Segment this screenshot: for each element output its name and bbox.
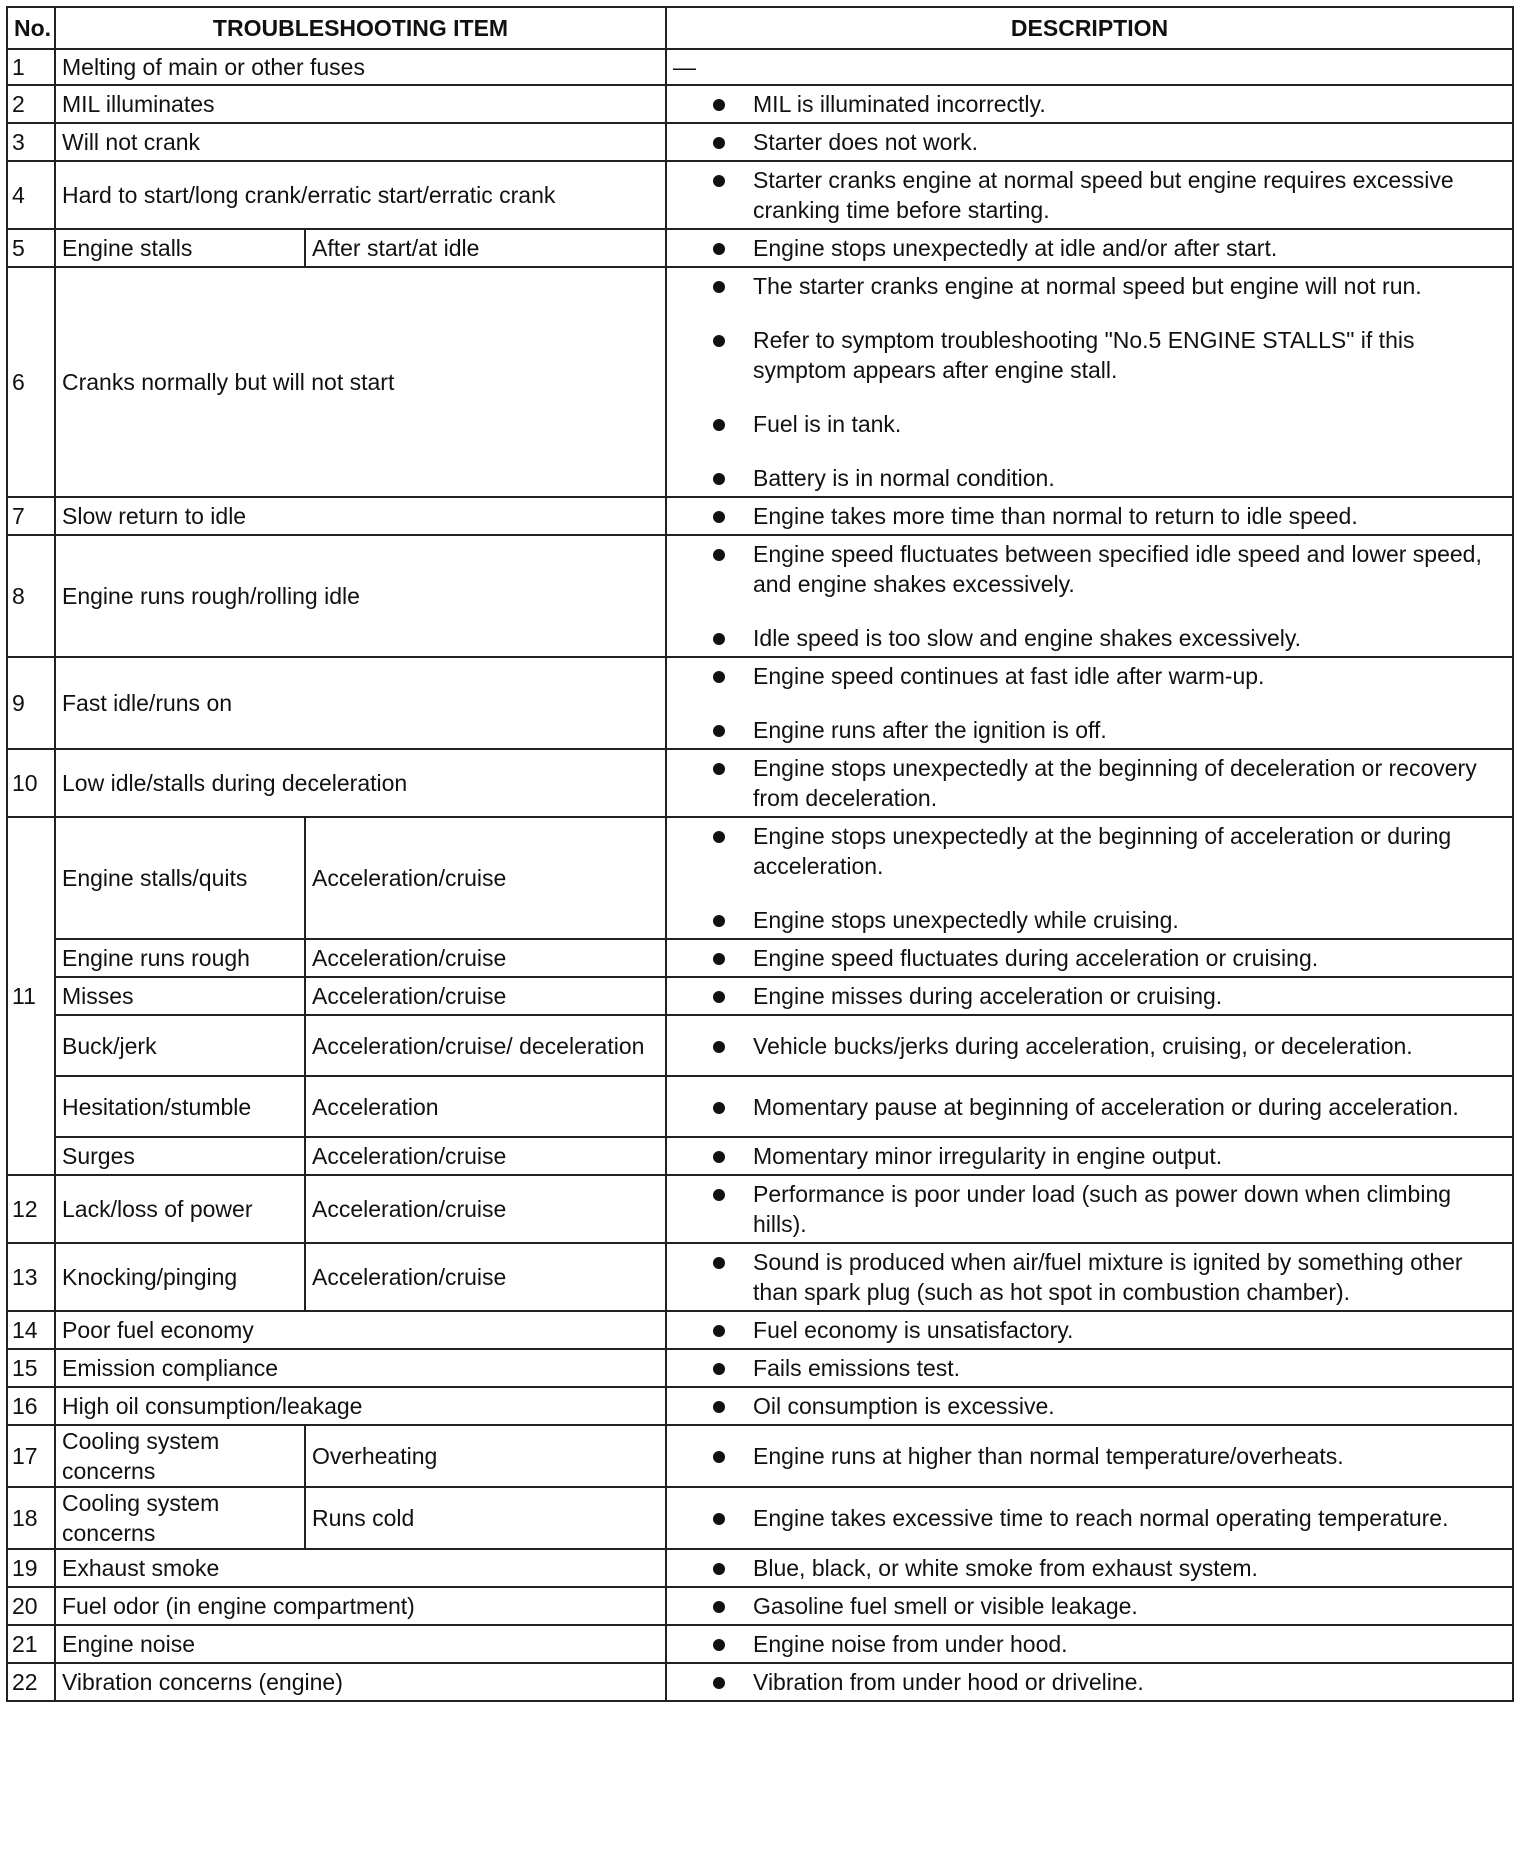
description-item: Starter does not work.: [713, 127, 1506, 157]
row-number: 22: [7, 1663, 55, 1701]
row-number: 16: [7, 1387, 55, 1425]
description-cell: [666, 657, 1513, 749]
row-number: 2: [7, 85, 55, 123]
description-cell: [666, 939, 1513, 977]
row-number: 21: [7, 1625, 55, 1663]
troubleshooting-table: [6, 6, 1514, 1702]
condition-cell: Acceleration/cruise: [305, 939, 666, 977]
description-item: Engine stops unexpectedly at idle and/or after start.: [713, 233, 1506, 263]
description-cell: [666, 1425, 1513, 1487]
item-cell: Will not crank: [55, 123, 666, 161]
row-number: 15: [7, 1349, 55, 1387]
description-item: Gasoline fuel smell or visible leakage.: [713, 1591, 1506, 1621]
table-row: [7, 161, 1513, 229]
table-row: [7, 497, 1513, 535]
item-cell: Vibration concerns (engine): [55, 1663, 666, 1701]
description-cell: [666, 1349, 1513, 1387]
row-number: 14: [7, 1311, 55, 1349]
description-cell: [666, 49, 1513, 85]
description-cell: [666, 1549, 1513, 1587]
table-row: [7, 1387, 1513, 1425]
item-cell: Knocking/pinging: [55, 1243, 305, 1311]
description-list: [673, 1626, 1506, 1662]
description-item: Sound is produced when air/fuel mixture is ignited by something other than spark plug (such as hot spot in combustion chamber).: [713, 1247, 1506, 1307]
row-number: 13: [7, 1243, 55, 1311]
description-list: [673, 1244, 1506, 1310]
description-item: Idle speed is too slow and engine shakes excessively.: [713, 623, 1506, 653]
description-list: [673, 1438, 1506, 1474]
description-list: [673, 1138, 1506, 1174]
table-row: [7, 229, 1513, 267]
header-no: No.: [7, 7, 55, 49]
description-item: Engine runs after the ignition is off.: [713, 715, 1506, 745]
description-item: Engine noise from under hood.: [713, 1629, 1506, 1659]
description-item: Starter cranks engine at normal speed but engine requires excessive cranking time before starting.: [713, 165, 1506, 225]
description-list: [673, 1550, 1506, 1586]
item-cell: Buck/jerk: [55, 1015, 305, 1076]
description-cell: [666, 123, 1513, 161]
condition-cell: After start/at idle: [305, 229, 666, 267]
description-list: [673, 536, 1506, 656]
description-cell: [666, 1015, 1513, 1076]
description-item: Engine stops unexpectedly while cruising.: [713, 905, 1506, 935]
item-cell: Cranks normally but will not start: [55, 267, 666, 497]
table-row: [7, 977, 1513, 1015]
row-number: 9: [7, 657, 55, 749]
item-cell: Surges: [55, 1137, 305, 1175]
description-list: [673, 230, 1506, 266]
description-list: [673, 1028, 1506, 1064]
item-cell: Melting of main or other fuses: [55, 49, 666, 85]
description-item: Engine misses during acceleration or cruising.: [713, 981, 1506, 1011]
condition-cell: Acceleration/cruise/ deceleration: [305, 1015, 666, 1076]
item-cell: Slow return to idle: [55, 497, 666, 535]
item-cell: Poor fuel economy: [55, 1311, 666, 1349]
row-number: 12: [7, 1175, 55, 1243]
item-cell: Exhaust smoke: [55, 1549, 666, 1587]
description-cell: [666, 161, 1513, 229]
description-list: [673, 1388, 1506, 1424]
description-list: [673, 1089, 1506, 1125]
description-cell: [666, 229, 1513, 267]
header-description: DESCRIPTION: [666, 7, 1513, 49]
description-item: Momentary minor irregularity in engine output.: [713, 1141, 1506, 1171]
description-cell: [666, 1387, 1513, 1425]
description-item: MIL is illuminated incorrectly.: [713, 89, 1506, 119]
table-row: [7, 1487, 1513, 1549]
table-row: [7, 49, 1513, 85]
item-cell: Engine runs rough/rolling idle: [55, 535, 666, 657]
description-list: [673, 750, 1506, 816]
description-cell: [666, 497, 1513, 535]
dash: —: [673, 54, 697, 80]
description-item: Performance is poor under load (such as power down when climbing hills).: [713, 1179, 1506, 1239]
description-item: Engine takes more time than normal to return to idle speed.: [713, 501, 1506, 531]
description-item: Engine speed continues at fast idle after warm-up.: [713, 661, 1506, 691]
description-cell: [666, 749, 1513, 817]
table-row: [7, 749, 1513, 817]
table-row: [7, 1663, 1513, 1701]
description-list: [673, 978, 1506, 1014]
row-number: 10: [7, 749, 55, 817]
description-cell: [666, 1137, 1513, 1175]
description-cell: [666, 977, 1513, 1015]
description-item: Engine takes excessive time to reach normal operating temperature.: [713, 1503, 1506, 1533]
condition-cell: Acceleration/cruise: [305, 1137, 666, 1175]
item-cell: MIL illuminates: [55, 85, 666, 123]
condition-cell: Acceleration/cruise: [305, 1243, 666, 1311]
description-item: Engine runs at higher than normal temperature/overheats.: [713, 1441, 1506, 1471]
description-list: [673, 1350, 1506, 1386]
table-row: [7, 535, 1513, 657]
description-list: [673, 1588, 1506, 1624]
table-row: [7, 657, 1513, 749]
row-number: 1: [7, 49, 55, 85]
item-cell: Low idle/stalls during deceleration: [55, 749, 666, 817]
table-row: [7, 1311, 1513, 1349]
item-cell: Engine stalls/quits: [55, 817, 305, 939]
description-cell: [666, 535, 1513, 657]
header-item: TROUBLESHOOTING ITEM: [55, 7, 666, 49]
description-item: Refer to symptom troubleshooting "No.5 ENGINE STALLS" if this symptom appears after engine stall.: [713, 325, 1506, 385]
condition-cell: Acceleration/cruise: [305, 817, 666, 939]
description-list: [673, 1500, 1506, 1536]
table-row: [7, 85, 1513, 123]
condition-cell: Runs cold: [305, 1487, 666, 1549]
row-number: 11: [7, 817, 55, 1175]
description-list: [673, 268, 1506, 496]
description-cell: [666, 1587, 1513, 1625]
description-cell: [666, 1243, 1513, 1311]
row-number: 3: [7, 123, 55, 161]
description-item: Oil consumption is excessive.: [713, 1391, 1506, 1421]
condition-cell: Acceleration: [305, 1076, 666, 1137]
table-row: [7, 267, 1513, 497]
condition-cell: Acceleration/cruise: [305, 1175, 666, 1243]
description-cell: [666, 85, 1513, 123]
row-number: 6: [7, 267, 55, 497]
description-item: Blue, black, or white smoke from exhaust system.: [713, 1553, 1506, 1583]
condition-cell: Overheating: [305, 1425, 666, 1487]
description-list: [673, 658, 1506, 748]
row-number: 4: [7, 161, 55, 229]
description-item: The starter cranks engine at normal speed but engine will not run.: [713, 271, 1506, 301]
item-cell: Engine noise: [55, 1625, 666, 1663]
description-list: [673, 1664, 1506, 1700]
table-row: [7, 1015, 1513, 1076]
row-number: 19: [7, 1549, 55, 1587]
row-number: 7: [7, 497, 55, 535]
description-item: Fuel economy is unsatisfactory.: [713, 1315, 1506, 1345]
table-row: [7, 939, 1513, 977]
description-list: [673, 1312, 1506, 1348]
description-cell: [666, 1625, 1513, 1663]
item-cell: Fuel odor (in engine compartment): [55, 1587, 666, 1625]
description-item: Engine stops unexpectedly at the beginning of deceleration or recovery from deceleration.: [713, 753, 1506, 813]
table-row: [7, 1076, 1513, 1137]
description-item: Engine speed fluctuates during acceleration or cruising.: [713, 943, 1506, 973]
description-item: Fails emissions test.: [713, 1353, 1506, 1383]
description-cell: [666, 1663, 1513, 1701]
table-row: [7, 1175, 1513, 1243]
item-cell: Cooling system concerns: [55, 1487, 305, 1549]
description-list: [673, 818, 1506, 938]
condition-cell: Acceleration/cruise: [305, 977, 666, 1015]
description-cell: [666, 1311, 1513, 1349]
description-cell: [666, 1487, 1513, 1549]
table-row: [7, 1625, 1513, 1663]
table-row: [7, 123, 1513, 161]
description-cell: [666, 1076, 1513, 1137]
description-cell: [666, 817, 1513, 939]
row-number: 18: [7, 1487, 55, 1549]
description-item: Engine speed fluctuates between specified idle speed and lower speed, and engine shakes excessively.: [713, 539, 1506, 599]
description-item: Vibration from under hood or driveline.: [713, 1667, 1506, 1697]
table-row: [7, 1349, 1513, 1387]
item-cell: Misses: [55, 977, 305, 1015]
row-number: 5: [7, 229, 55, 267]
item-cell: Engine runs rough: [55, 939, 305, 977]
description-item: Engine stops unexpectedly at the beginning of acceleration or during acceleration.: [713, 821, 1506, 881]
item-cell: Emission compliance: [55, 1349, 666, 1387]
table-row: [7, 1587, 1513, 1625]
description-cell: [666, 1175, 1513, 1243]
item-cell: Engine stalls: [55, 229, 305, 267]
item-cell: Lack/loss of power: [55, 1175, 305, 1243]
description-list: [673, 498, 1506, 534]
description-item: Fuel is in tank.: [713, 409, 1506, 439]
table-row: [7, 817, 1513, 939]
item-cell: High oil consumption/leakage: [55, 1387, 666, 1425]
table-row: [7, 1137, 1513, 1175]
table-row: [7, 1425, 1513, 1487]
description-list: [673, 940, 1506, 976]
row-number: 8: [7, 535, 55, 657]
description-item: Battery is in normal condition.: [713, 463, 1506, 493]
table-row: [7, 1243, 1513, 1311]
description-item: Momentary pause at beginning of acceleration or during acceleration.: [713, 1092, 1506, 1122]
table-row: [7, 1549, 1513, 1587]
item-cell: Fast idle/runs on: [55, 657, 666, 749]
row-number: 17: [7, 1425, 55, 1487]
description-list: [673, 162, 1506, 228]
header-row: [7, 7, 1513, 49]
item-cell: Hard to start/long crank/erratic start/erratic crank: [55, 161, 666, 229]
item-cell: Hesitation/stumble: [55, 1076, 305, 1137]
description-item: Vehicle bucks/jerks during acceleration, cruising, or deceleration.: [713, 1031, 1506, 1061]
row-number: 20: [7, 1587, 55, 1625]
item-cell: Cooling system concerns: [55, 1425, 305, 1487]
description-list: [673, 1176, 1506, 1242]
description-list: [673, 124, 1506, 160]
description-list: [673, 86, 1506, 122]
description-cell: [666, 267, 1513, 497]
